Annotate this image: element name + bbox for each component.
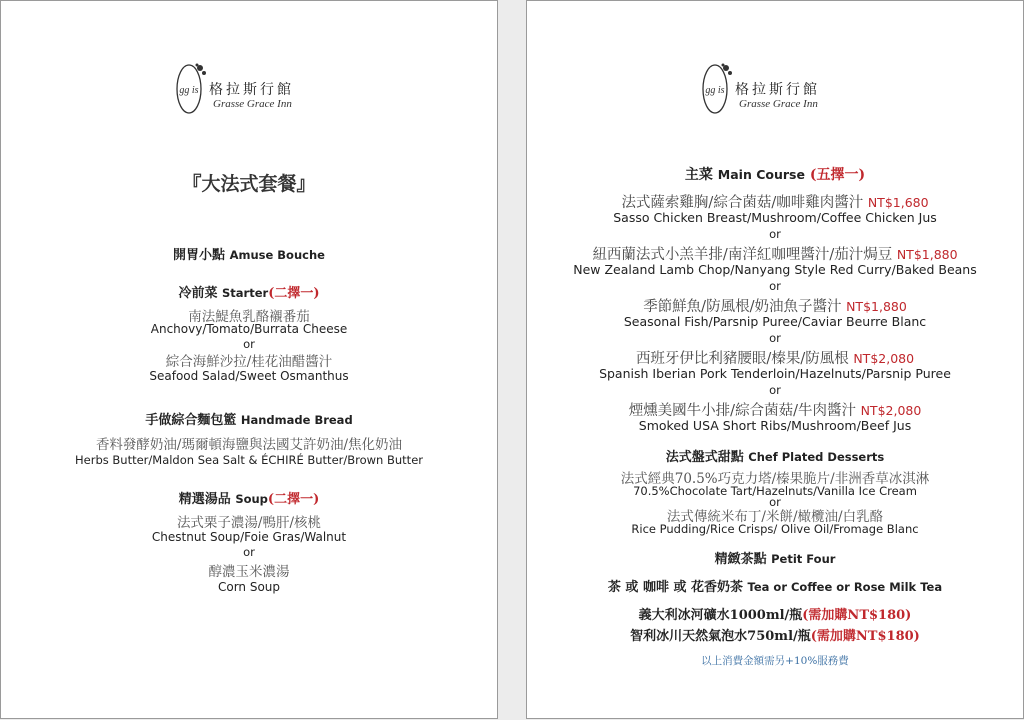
brand-logo bbox=[1, 59, 497, 115]
main-item-3-en: Seasonal Fish/Parsnip Puree/Caviar Beurre Blanc bbox=[623, 314, 927, 329]
starter-option-1-en: Anchovy/Tomato/Burrata Cheese bbox=[150, 322, 348, 336]
main-item-2-zh: 紐西蘭法式小羔羊排/南洋紅咖哩醬汁/茄汁焗豆 NT$1,880 bbox=[592, 247, 958, 263]
main-or-3: or bbox=[769, 331, 781, 345]
menu-page-left bbox=[0, 0, 498, 719]
dessert-heading: 法式盤式甜點 Chef Plated Desserts bbox=[665, 450, 885, 465]
dessert-option-2-en: Rice Pudding/Rice Crisps/ Olive Oil/Fromage Blanc bbox=[631, 522, 919, 536]
brand-name-cn: 格拉斯行館 bbox=[209, 82, 294, 98]
starter-option-2-zh: 綜合海鮮沙拉/桂花油醋醬汁 bbox=[165, 354, 333, 370]
main-item-2-en: New Zealand Lamb Chop/Nanyang Style Red Curry/Baked Beans bbox=[573, 262, 977, 277]
main-course-heading: 主菜 Main Course (五擇一) bbox=[684, 167, 866, 183]
dessert-option-2-zh: 法式傳統米布丁/米餅/橄欖油/白乳酪 bbox=[666, 509, 884, 525]
main-item-3-zh: 季節鮮魚/防風根/奶油魚子醬汁 NT$1,880 bbox=[643, 299, 907, 315]
starter-or: or bbox=[243, 337, 255, 351]
brand-name-en: Grasse Grace Inn bbox=[739, 98, 818, 110]
main-item-2-price: NT$1,880 bbox=[896, 247, 958, 262]
main-item-1-en: Sasso Chicken Breast/Mushroom/Coffee Chicken Jus bbox=[613, 210, 937, 225]
menu-title: 『大法式套餐』 bbox=[182, 173, 316, 195]
main-item-1-zh: 法式薩索雞胸/綜合菌菇/咖啡雞肉醬汁 NT$1,680 bbox=[621, 195, 929, 211]
brand-monogram-icon bbox=[699, 61, 735, 115]
main-or-2: or bbox=[769, 279, 781, 293]
service-charge-note: 以上消費金額需另+10%服務費 bbox=[701, 655, 849, 667]
soup-option-2-en: Corn Soup bbox=[217, 580, 281, 594]
soup-option-1-en: Chestnut Soup/Foie Gras/Walnut bbox=[151, 530, 347, 544]
brand-monogram-icon bbox=[173, 61, 209, 115]
brand-name-cn: 格拉斯行館 bbox=[735, 82, 820, 98]
main-item-5-en: Smoked USA Short Ribs/Mushroom/Beef Jus bbox=[638, 418, 912, 433]
menu-page-right bbox=[526, 0, 1024, 719]
soup-option-1-zh: 法式栗子濃湯/鴨肝/核桃 bbox=[176, 515, 322, 531]
main-item-4-en: Spanish Iberian Pork Tenderloin/Hazelnuts/Parsnip Puree bbox=[599, 366, 951, 381]
drinks-heading: 茶 或 咖啡 或 花香奶茶 Tea or Coffee or Rose Milk Tea bbox=[607, 580, 943, 595]
brand-name-en: Grasse Grace Inn bbox=[213, 98, 292, 110]
main-or-1: or bbox=[769, 227, 781, 241]
brand-logo bbox=[527, 59, 1023, 115]
main-item-4-price: NT$2,080 bbox=[853, 351, 915, 366]
starter-option-1-zh: 南法鯷魚乳酪襯番茄 bbox=[188, 309, 310, 325]
dessert-option-1-en: 70.5%Chocolate Tart/Hazelnuts/Vanilla Ice Cream bbox=[633, 484, 917, 498]
amuse-heading: 開胃小點 Amuse Bouche bbox=[173, 248, 325, 263]
soup-heading: 精選湯品 Soup(二擇一) bbox=[178, 492, 320, 507]
main-item-4-zh: 西班牙伊比利豬腰眼/榛果/防風根 NT$2,080 bbox=[635, 351, 915, 367]
soup-option-2-zh: 醇濃玉米濃湯 bbox=[208, 564, 290, 580]
main-item-1-price: NT$1,680 bbox=[867, 195, 929, 210]
dessert-option-1-zh: 法式經典70.5%巧克力塔/榛果脆片/非洲香草冰淇淋 bbox=[620, 471, 930, 487]
bread-heading: 手做綜合麵包籃 Handmade Bread bbox=[145, 413, 353, 428]
main-item-5-price: NT$2,080 bbox=[860, 403, 922, 418]
petit-four-heading: 精緻茶點 Petit Four bbox=[714, 552, 836, 567]
starter-option-2-en: Seafood Salad/Sweet Osmanthus bbox=[149, 369, 349, 383]
main-or-4: or bbox=[769, 383, 781, 397]
water-2: 智利冰川天然氣泡水750ml/瓶(需加購NT$180) bbox=[630, 629, 920, 644]
starter-heading: 冷前菜 Starter(二擇一) bbox=[178, 286, 320, 301]
bread-desc-zh: 香料發酵奶油/瑪爾頓海鹽與法國艾許奶油/焦化奶油 bbox=[95, 437, 403, 453]
soup-or: or bbox=[243, 545, 255, 559]
brand-mark: gg is bbox=[705, 85, 725, 96]
main-item-3-price: NT$1,880 bbox=[846, 299, 907, 314]
water-1: 義大利冰河礦水1000ml/瓶(需加購NT$180) bbox=[638, 608, 912, 623]
main-item-5-zh: 煙燻美國牛小排/綜合菌菇/牛肉醬汁 NT$2,080 bbox=[628, 403, 922, 419]
brand-mark: gg is bbox=[179, 85, 199, 96]
dessert-or: or bbox=[769, 495, 781, 509]
bread-desc-en: Herbs Butter/Maldon Sea Salt & ÉCHIRÉ Butter/Brown Butter bbox=[75, 453, 423, 467]
